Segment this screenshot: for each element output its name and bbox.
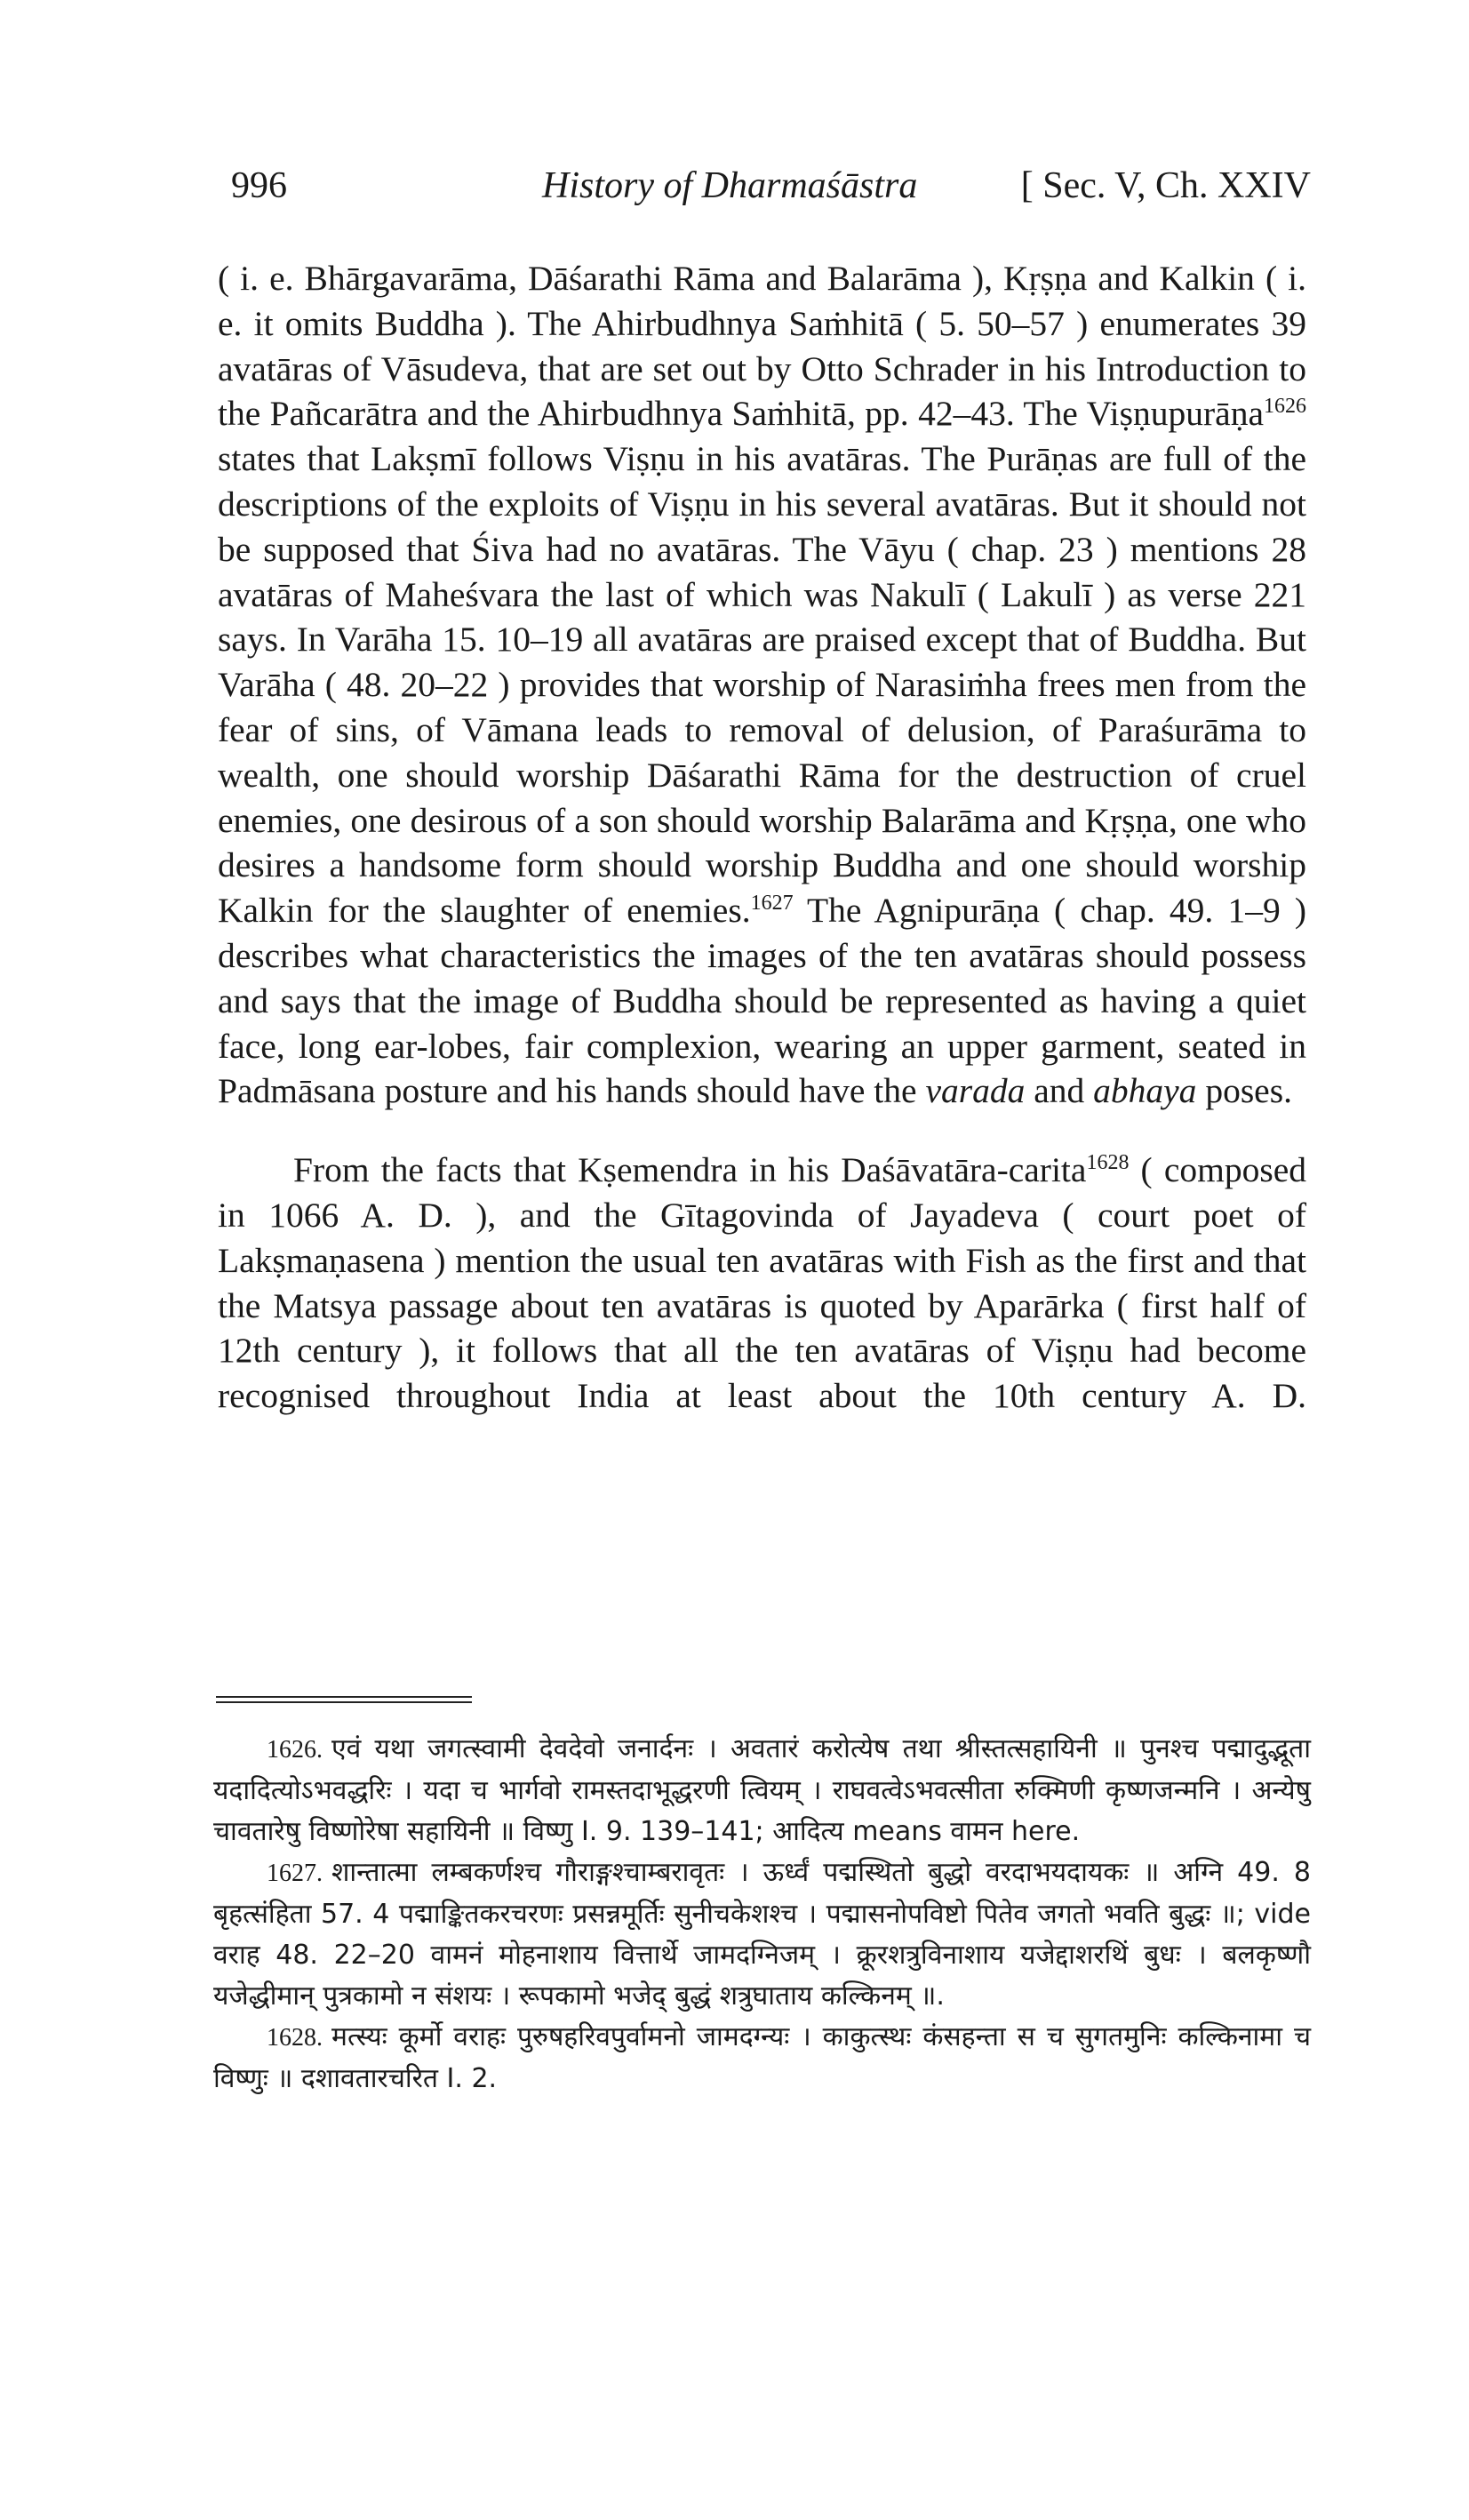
footnote-separator [216, 1696, 472, 1698]
footnote-separator-double [216, 1701, 472, 1703]
paragraph-1-text-a: ( i. e. Bhārgavarāma, Dāśarathi Rāma and Balarāma ), Kṛṣṇa and Kalkin ( i. e. it omits Buddha ). The Ahirbudhnya Saṁhitā ( 5. 50–57 ) enumerates 39 avatāras of Vāsudeva, that are set out by Otto Schrader in his Introduction to the Pañcarātra and the Ahirbudhnya Saṁhitā, pp. 42–43. The Viṣṇupurāṇa [218, 259, 1306, 434]
footnote-number: 1628. [267, 2024, 323, 2052]
abhaya-term: abhaya [1093, 1071, 1197, 1111]
footnote-number: 1627. [267, 1860, 323, 1887]
footnote-text: शान्तात्मा लम्बकर्णश्च गौराङ्गश्चाम्बरावृतः । ऊर्ध्वं पद्मस्थितो बुद्धो वरदाभयदायकः ॥ अग्नि 49. 8 बृहत्संहिता 57. 4 पद्माङ्कितकरचरणः प्रसन्नमूर्तिः सुनीचकेशश्च । पद्मासनोपविष्टो पितेव जगतो भवति बुद्धः ॥; vide वराह 48. 22–20 वामनं मोहनाशाय वित्तार्थे जामदग्निजम् । क्रूरशत्रुविनाशाय यजेद्दाशरथिं बुधः । बलकृष्णौ यजेद्धीमान् पुत्रकामो न संशयः । रूपकामो भजेद् बुद्धं शत्रुघाताय कल्किनम् ॥. [213, 1857, 1311, 2012]
varada-term: varada [925, 1071, 1026, 1111]
footnote-ref-1626: 1626 [1264, 395, 1306, 419]
paragraph-1-text-d: and [1025, 1071, 1094, 1111]
running-title: History of Dharmaśāstra [542, 165, 918, 206]
paragraph-1-text-c: The Agnipurāṇa ( chap. 49. 1–9 ) describes what characteristics the images of the ten avatāras should possess and says that the image of Buddha should be represented as having a quiet face, long ear-lobes, fair complexion, wearing an upper garment, seated in Padmāsana posture and his hands should have the [218, 891, 1307, 1111]
footnote-1626 [213, 1729, 1311, 1852]
footnotes [213, 1729, 1311, 2100]
paragraph-2-text-a: From the facts that Kṣemendra in his Daśāvatāra-carita [293, 1150, 1087, 1190]
paragraph-1 [218, 256, 1306, 1114]
page-header [231, 164, 1311, 218]
paragraph-2-text-b: ( composed in 1066 A. D. ), and the Gītagovinda of Jayadeva ( court poet of Lakṣmaṇasena ) mention the usual ten avatāras with Fish as the first and that the Matsya passage about ten avatāras is quoted by Aparārka ( first half of 12th century ), it follows that all the ten avatāras of Viṣṇu had become recognised throughout India at least about the 10th century A. D. [218, 1150, 1306, 1416]
footnote-ref-1627: 1627 [750, 892, 794, 915]
section-reference: [ Sec. V, Ch. XXIV [1020, 165, 1311, 206]
footnote-text: एवं यथा जगत्स्वामी देवदेवो जनार्दनः । अवतारं करोत्येष तथा श्रीस्तत्सहायिनी ॥ पुनश्च पद्मादुद्भूता यदादित्योऽभवद्धरिः । यदा च भार्गवो रामस्तदाभूद्धरणी त्वियम् । राघवत्वेऽभवत्सीता रुक्मिणी कृष्णजन्मनि । अन्येषु चावतारेषु विष्णोरेषा सहायिनी ॥ विष्णु I. 9. 139–141; आदित्य means वामन here. [213, 1733, 1311, 1847]
footnote-ref-1628: 1628 [1086, 1150, 1130, 1174]
page-number: 996 [231, 165, 287, 206]
footnote-1628 [213, 2017, 1311, 2100]
body-text [218, 256, 1306, 1419]
footnote-number: 1626. [267, 1736, 323, 1764]
footnote-1627 [213, 1852, 1311, 2017]
footnote-text: मत्स्यः कूर्मो वराहः पुरुषहरिवपुर्वामनो जामदग्न्यः । काकुत्स्थः कंसहन्ता स च सुगतमुनिः कल्किनामा च विष्णुः ॥ दशावतारचरित I. 2. [213, 2021, 1311, 2094]
paragraph-1-text-b: states that Lakṣmī follows Viṣṇu in his avatāras. The Purāṇas are full of the descriptions of the exploits of Viṣṇu in his several avatāras. But it should not be supposed that Śiva had no avatāras. The Vāyu ( chap. 23 ) mentions 28 avatāras of Maheśvara the last of which was Nakulī ( Lakulī ) as verse 221 says. In Varāha 15. 10–19 all avatāras are praised except that of Buddha. But Varāha ( 48. 20–22 ) provides that worship of Narasiṁha frees men from the fear of sins, of Vāmana leads to removal of delusion, of Paraśurāma to wealth, one should worship Dāśarathi Rāma for the destruction of cruel enemies, one desirous of a son should worship Balarāma and Kṛṣṇa, one who desires a handsome form should worship Buddha and one should worship Kalkin for the slaughter of enemies. [218, 439, 1306, 931]
paragraph-1-text-e: poses. [1196, 1071, 1292, 1111]
paragraph-2 [218, 1148, 1306, 1419]
